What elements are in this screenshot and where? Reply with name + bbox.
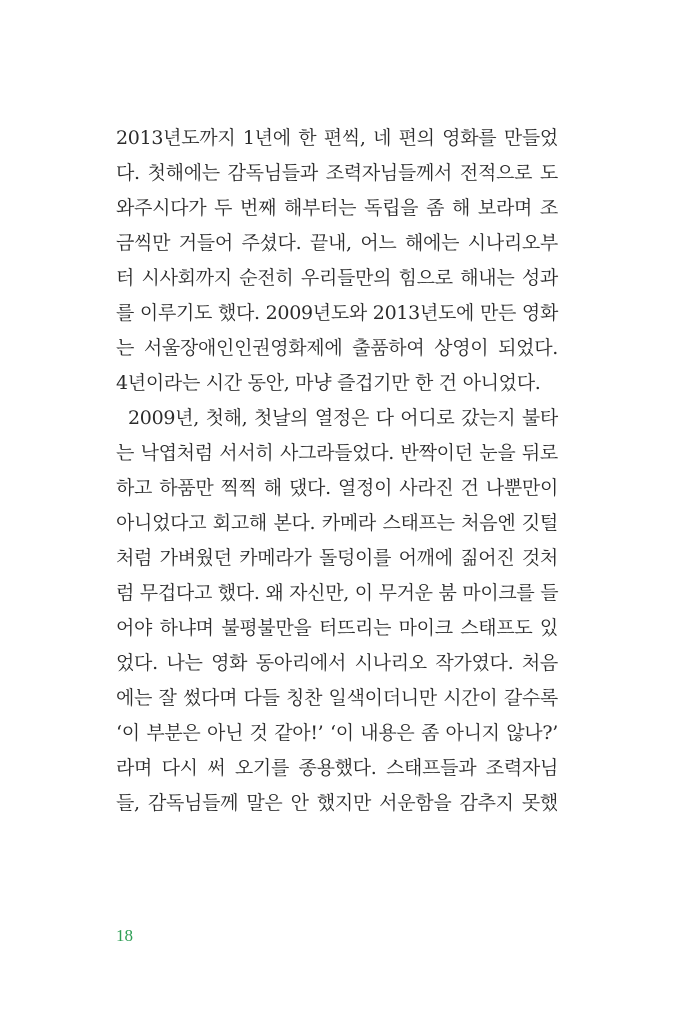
text-line: 와주시다가 두 번째 해부터는 독립을 좀 해 보라며 조 — [116, 197, 558, 219]
text-line: 하고 하품만 찍찍 해 댔다. 열정이 사라진 건 나뿐만이 — [116, 477, 558, 499]
page-number: 18 — [116, 926, 133, 945]
text-line: 터 시사회까지 순전히 우리들만의 힘으로 해내는 성과 — [116, 267, 558, 289]
text-line: 다. 첫해에는 감독님들과 조력자님들께서 전적으로 도 — [116, 162, 558, 184]
paragraph-end-line: 4년이라는 시간 동안, 마냥 즐겁기만 한 건 아니었다. — [116, 372, 541, 394]
body-text — [116, 121, 558, 821]
text-line: 2013년도까지 1년에 한 편씩, 네 편의 영화를 만들었 — [116, 127, 558, 149]
text-line: ‘이 부분은 아닌 것 같아!’ ‘이 내용은 좀 아니지 않나?’ — [116, 722, 558, 744]
text-line: 처럼 가벼웠던 카메라가 돌덩이를 어깨에 짊어진 것처 — [116, 547, 558, 569]
text-line: 었다. 나는 영화 동아리에서 시나리오 작가였다. 처음 — [116, 652, 558, 674]
text-line: 라며 다시 써 오기를 종용했다. 스태프들과 조력자님 — [116, 757, 558, 779]
text-line: 들, 감독님들께 말은 안 했지만 서운함을 감추지 못했 — [116, 792, 558, 814]
text-line: 어야 하냐며 불평불만을 터뜨리는 마이크 스태프도 있 — [116, 617, 558, 639]
text-line: 를 이루기도 했다. 2009년도와 2013년도에 만든 영화 — [116, 302, 558, 324]
text-line: 에는 잘 썼다며 다들 칭찬 일색이더니만 시간이 갈수록 — [116, 687, 558, 709]
text-line: 는 서울장애인인권영화제에 출품하여 상영이 되었다. — [116, 337, 558, 359]
text-line: 는 낙엽처럼 서서히 사그라들었다. 반짝이던 눈을 뒤로 — [116, 442, 558, 464]
text-line: 아니었다고 회고해 본다. 카메라 스태프는 처음엔 깃털 — [116, 512, 558, 534]
paragraph-start-line: 2009년, 첫해, 첫날의 열정은 다 어디로 갔는지 불타 — [128, 407, 558, 429]
text-line: 럼 무겁다고 했다. 왜 자신만, 이 무거운 붐 마이크를 들 — [116, 582, 559, 604]
text-line: 금씩만 거들어 주셨다. 끝내, 어느 해에는 시나리오부 — [116, 232, 558, 254]
